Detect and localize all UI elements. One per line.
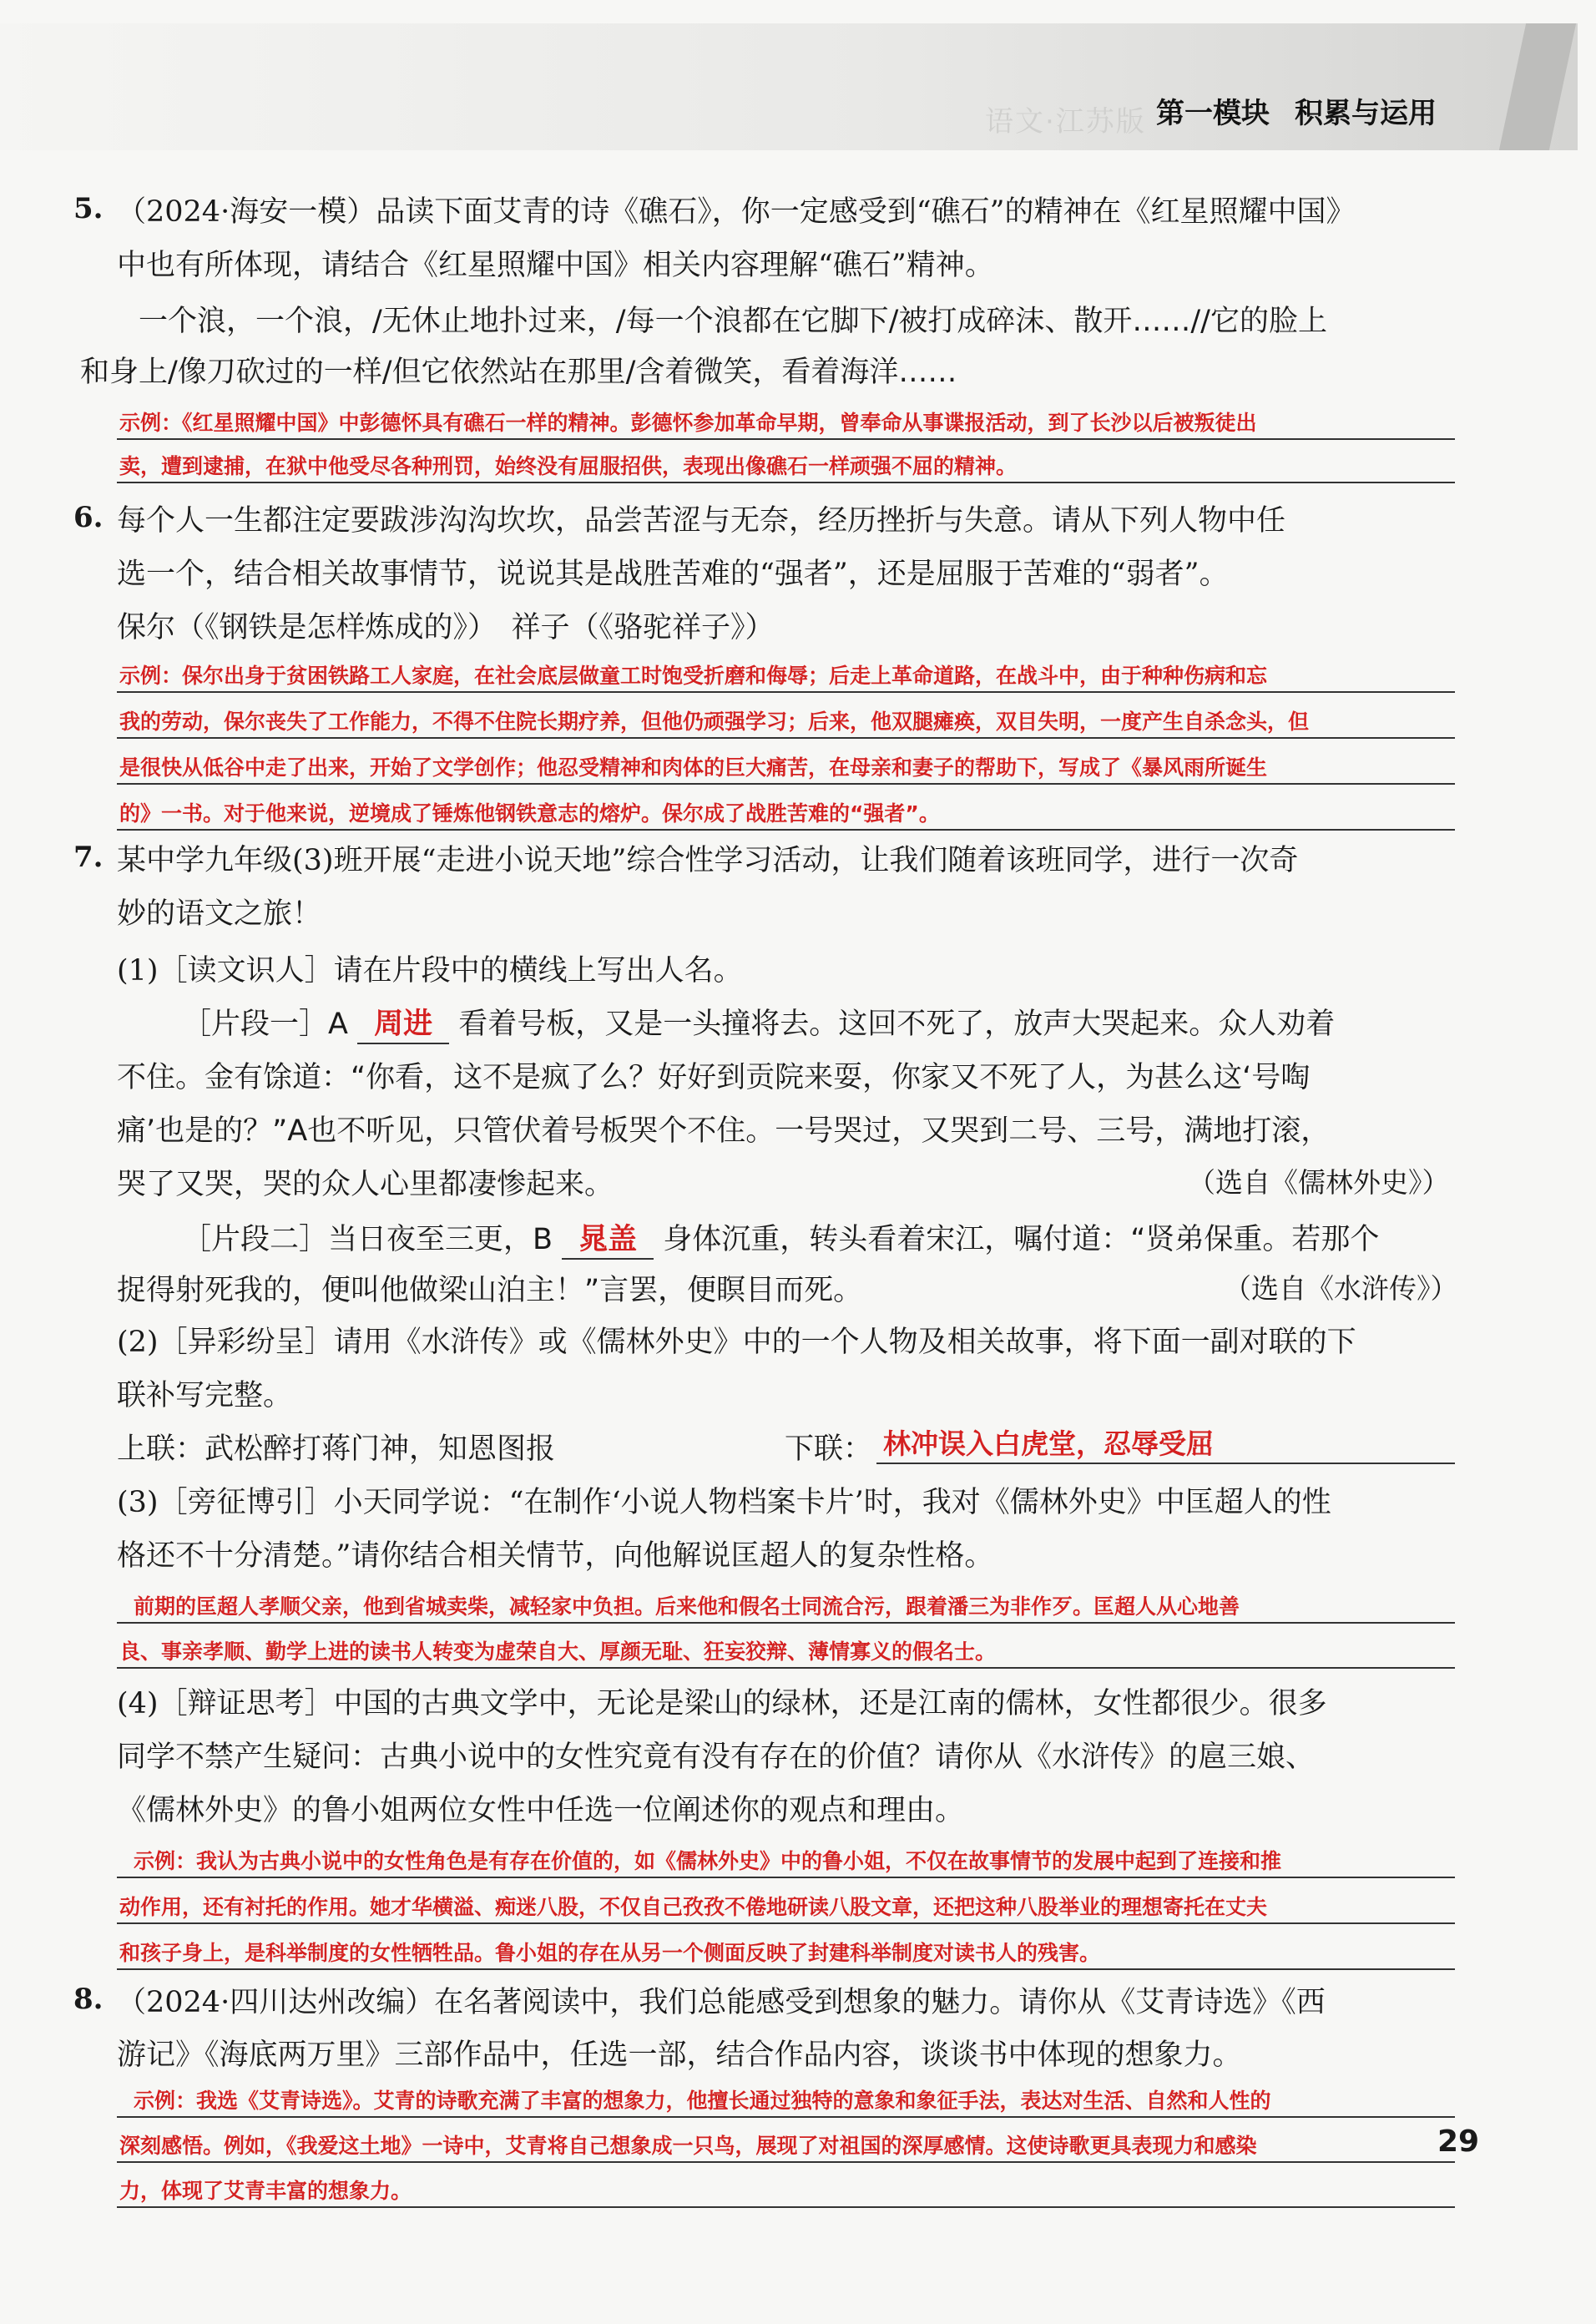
answer-line [117,829,1455,831]
question-7-number: 7. [73,841,104,874]
fragment-1-label: ［片段一］A [182,1008,348,1041]
answer-line [117,737,1455,739]
question-5-number: 5. [73,192,104,225]
answer-line [117,1968,1455,1970]
answer-line [117,783,1455,785]
fragment-2-text: 身体沉重，转头看着宋江，嘱付道：“贤弟保重。若那个 [663,1223,1380,1256]
answer-line [117,2206,1455,2208]
q7-part-3-line-1: (3)［旁征博引］小天同学说：“在制作‘小说人物档案卡片’时，我对《儒林外史》中匡超人的性 [117,1486,1331,1519]
fragment-1-text: 看着号板，又是一头撞将去。这回不死了，放声大哭起来。众人劝着 [458,1008,1336,1041]
q5-poem-2: 和身上/像刀砍过的一样/但它依然站在那里/含着微笑，看着海洋…… [80,356,957,389]
q5-poem-1: 一个浪，一个浪，/无休止地扑过来，/每一个浪都在它脚下/被打成碎沫、散开……//它的脸上 [139,305,1327,338]
q7-part-4-line-3: 《儒林外史》的鲁小姐两位女性中任选一位阐述你的观点和理由。 [117,1794,965,1827]
q7-line-2: 妙的语文之旅！ [117,897,322,931]
couplet-lower-answer: 林冲误入白虎堂，忍辱受屈 [883,1427,1214,1460]
header-title [1156,90,1437,131]
answer-line [117,691,1455,693]
q7-part-2-line-1: (2)［异彩纷呈］请用《水浒传》或《儒林外史》中的一个人物及相关故事，将下面一副对联的下 [117,1326,1356,1359]
q7-part-1-heading: (1)［读文识人］请在片段中的横线上写出人名。 [117,954,743,988]
question-8-number: 8. [73,1983,104,2016]
q7-fragment-2-line-2: 捉得射死我的，便叫他做梁山泊主！”言罢，便瞑目而死。 [117,1274,863,1307]
page-number: 29 [1437,2124,1480,2159]
couplet-lower-label: 下联： [785,1432,873,1466]
header-ghost-text: 语文·江苏版 [985,105,1146,139]
module-label: 第一模块 [1156,97,1270,130]
fragment-2-label: ［片段二］当日夜至三更，B [182,1223,553,1256]
answer-line [876,1463,1455,1464]
q8-line-2: 游记》《海底两万里》三部作品中，任选一部，结合作品内容，谈谈书中体现的想象力。 [117,2039,1242,2072]
q7-fragment-1-line-4: 哭了又哭，哭的众人心里都凄惨起来。 [117,1168,614,1201]
q6-answer-4: 的》一书。对于他来说，逆境成了锤炼他钢铁意志的熔炉。保尔成了战胜苦难的“强者”。 [119,801,940,826]
q5-answer-2: 卖，遭到逮捕，在狱中他受尽各种刑罚，始终没有屈服招供，表现出像礁石一样顽强不屈的精神。 [119,454,1018,478]
q6-line-3: 保尔（《钢铁是怎样炼成的》） 祥子（《骆驼祥子》） [117,611,775,644]
q5-line-1: （2024·海安一模）品读下面艾青的诗《礁石》，你一定感受到“礁石”的精神在《红星照耀中国》 [117,195,1356,229]
answer-line [117,2116,1455,2118]
header-band [0,23,1578,150]
q7-part-4-line-2: 同学不禁产生疑问：古典小说中的女性究竟有没有存在的价值？请你从《水浒传》的扈三娘、 [117,1740,1316,1774]
q7-fragment-1-line-2: 不住。金有馀道：“你看，这不是疯了么？好好到贡院来耍，你家又不死了人，为甚么这‘号啕 [117,1061,1311,1094]
q5-answer-1: 示例：《红星照耀中国》中彭德怀具有礁石一样的精神。彭德怀参加革命早期，曾奉命从事谍报活动，到了长沙以后被叛徒出 [119,411,1257,435]
q6-line-2: 选一个，结合相关故事情节，说说其是战胜苦难的“强者”，还是屈服于苦难的“弱者”。 [117,558,1229,591]
answer-line [117,1877,1455,1878]
q8-answer-2: 深刻感悟。例如，《我爱这土地》一诗中，艾青将自己想象成一只鸟，展现了对祖国的深厚感情。这使诗歌更具表现力和感染 [119,2134,1257,2158]
section-label: 积累与运用 [1295,97,1437,130]
q6-answer-2: 我的劳动，保尔丧失了工作能力，不得不住院长期疗养，但他仍顽强学习；后来，他双腿瘫痪，双目失明，一度产生自杀念头，但 [119,710,1310,734]
answer-line [117,438,1455,440]
q7-part-3-answer-1: 前期的匡超人孝顺父亲，他到省城卖柴，减轻家中负担。后来他和假名士同流合污，跟着潘三为非作歹。匡超人从心地善 [134,1594,1240,1619]
q6-answer-3: 是很快从低谷中走了出来，开始了文学创作；他忍受精神和肉体的巨大痛苦，在母亲和妻子的帮助下，写成了《暴风雨所诞生 [119,755,1268,780]
q7-part-3-answer-2: 良、事亲孝顺、勤学上进的读书人转变为虚荣自大、厚颜无耻、狂妄狡辩、薄情寡义的假名士。 [119,1639,997,1664]
q7-part-4-answer-1: 示例：我认为古典小说中的女性角色是有存在价值的，如《儒林外史》中的鲁小姐，不仅在故事情节的发展中起到了连接和推 [134,1849,1282,1873]
q7-line-1: 某中学九年级(3)班开展“走进小说天地”综合性学习活动，让我们随着该班同学，进行一次奇 [117,844,1299,877]
q7-fragment-1-line-3: 痛’也是的？”A也不听见，只管伏着号板哭个不住。一号哭过，又哭到二号、三号，满地打滚， [117,1114,1331,1148]
answer-line [117,1922,1455,1924]
q7-part-4-line-1: (4)［辩证思考］中国的古典文学中，无论是梁山的绿林，还是江南的儒林，女性都很少。很多 [117,1687,1327,1720]
fragment-2-blank: 晁盖 [562,1216,654,1260]
fragment-2-source: （选自《水浒传》） [1224,1272,1458,1305]
couplet-upper: 上联：武松醉打蒋门神，知恩图报 [117,1432,556,1466]
q6-answer-1: 示例：保尔出身于贫困铁路工人家庭，在社会底层做童工时饱受折磨和侮辱；后走上革命道路，在战斗中，由于种种伤病和忘 [119,664,1268,688]
q7-fragment-2-line-1 [182,1216,1379,1260]
q7-part-4-answer-3: 和孩子身上，是科举制度的女性牺牲品。鲁小姐的存在从另一个侧面反映了封建科举制度对读书人的残害。 [119,1941,1101,1965]
q7-part-4-answer-2: 动作用，还有衬托的作用。她才华横溢、痴迷八股，不仅自己孜孜不倦地研读八股文章，还把这种八股举业的理想寄托在丈夫 [119,1895,1268,1919]
q7-part-2-line-2: 联补写完整。 [117,1379,293,1412]
fragment-1-blank: 周进 [357,1001,449,1044]
answer-line [117,1622,1455,1624]
q6-line-1: 每个人一生都注定要跋涉沟沟坎坎，品尝苦涩与无奈，经历挫折与失意。请从下列人物中任 [117,504,1286,538]
q7-fragment-1-line-1 [182,1001,1335,1044]
q5-line-2: 中也有所体现，请结合《红星照耀中国》相关内容理解“礁石”精神。 [117,249,994,282]
answer-line [117,2161,1455,2163]
q8-answer-1: 示例：我选《艾青诗选》。艾青的诗歌充满了丰富的想象力，他擅长通过独特的意象和象征手法，表达对生活、自然和人性的 [134,2089,1271,2113]
question-6-number: 6. [73,501,104,534]
q8-answer-3: 力，体现了艾青丰富的想象力。 [119,2179,412,2203]
fragment-1-source: （选自《儒林外史》） [1188,1166,1450,1199]
q8-line-1: （2024·四川达州改编）在名著阅读中，我们总能感受到想象的魅力。请你从《艾青诗选》《西 [117,1986,1326,2019]
q7-part-3-line-2: 格还不十分清楚。”请你结合相关情节，向他解说匡超人的复杂性格。 [117,1539,994,1573]
answer-line [117,1667,1455,1669]
answer-line [117,482,1455,483]
